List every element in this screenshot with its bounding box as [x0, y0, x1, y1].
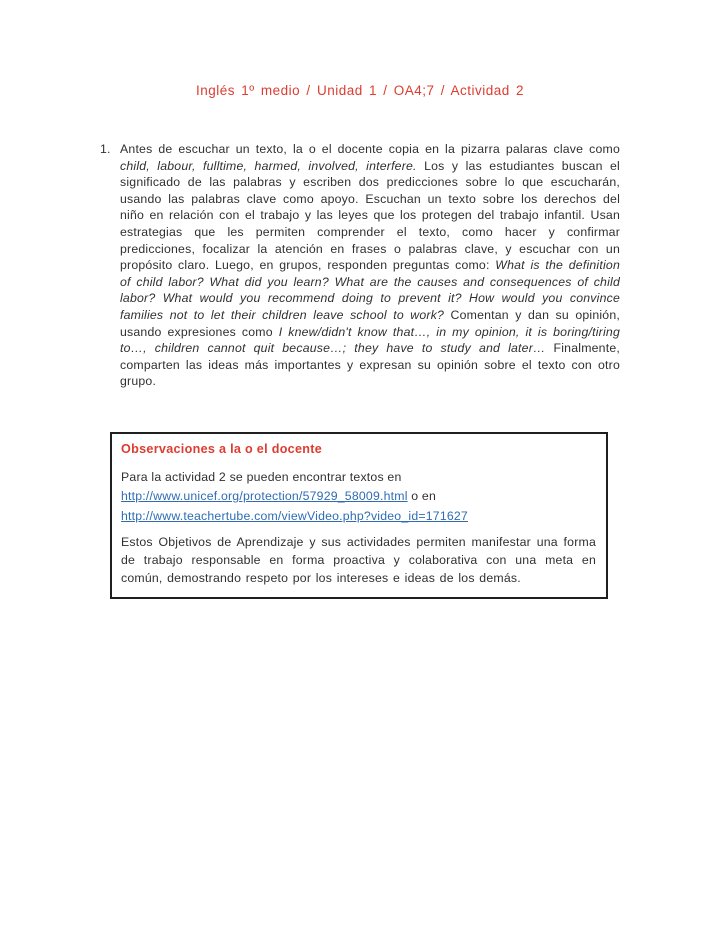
note-link-line-2 — [121, 506, 596, 526]
text-run: child, labour, fulltime, harmed, involved, interfere. — [120, 158, 417, 173]
teacher-note-box — [110, 432, 608, 599]
text-run: I knew/didn't know that…, in my opinion, it is boring/tiring to…, children cannot quit because…; they have to study and later… — [120, 324, 620, 356]
activity-item — [100, 141, 620, 390]
note-intro-text: Para la actividad 2 se pueden encontrar textos en — [121, 470, 402, 484]
activity-number: 1. — [100, 142, 111, 156]
activity-description — [120, 141, 620, 390]
note-box-title: Observaciones a la o el docente — [121, 442, 323, 456]
text-run: Antes de escuchar un texto, la o el docente copia en la pizarra palaras clave como — [120, 142, 620, 156]
note-body-text: Estos Objetivos de Aprendizaje y sus actividades permiten manifestar una forma de trabajo responsable en forma proactiva y colaborativa con una meta en común, demostrando respeto por los intereses e ideas de los demás. — [121, 535, 596, 585]
unicef-link[interactable]: http://www.unicef.org/protection/57929_58009.html — [121, 489, 408, 503]
teachertube-link[interactable]: http://www.teachertube.com/viewVideo.php?video_id=171627 — [121, 509, 468, 523]
text-run: What is the definition of child labor? What did you learn? What are the causes and consequences of child labor? What would you recommend doing to prevent it? How would you convince families not to let their children leave school to work? — [120, 258, 620, 322]
page-title: Inglés 1º medio / Unidad 1 / OA4;7 / Actividad 2 — [195, 83, 525, 98]
text-run: Comentan y dan su opinión, usando expresiones como — [120, 307, 621, 339]
text-run: Finalmente, comparten las ideas más importantes y expresan su opinión sobre el texto con otro grupo. — [120, 341, 620, 389]
text-run: Los y las estudiantes buscan el significado de las palabras y escriben dos predicciones sobre lo que escucharán, usando las palabras clave como apoyo. Escuchan un texto sobre los derechos del niño en relación con el trabajo y las leyes que los protegen del trabajo infantil. Usan estrategias que les permiten comprender el texto, como hacer y confirmar predicciones, focalizar la atención en frases o palabras clave, y escuchar con un propósito claro. Luego, en grupos, responden preguntas como: — [120, 158, 620, 273]
link-suffix: o en — [407, 489, 437, 503]
note-link-line-1 — [121, 486, 596, 506]
